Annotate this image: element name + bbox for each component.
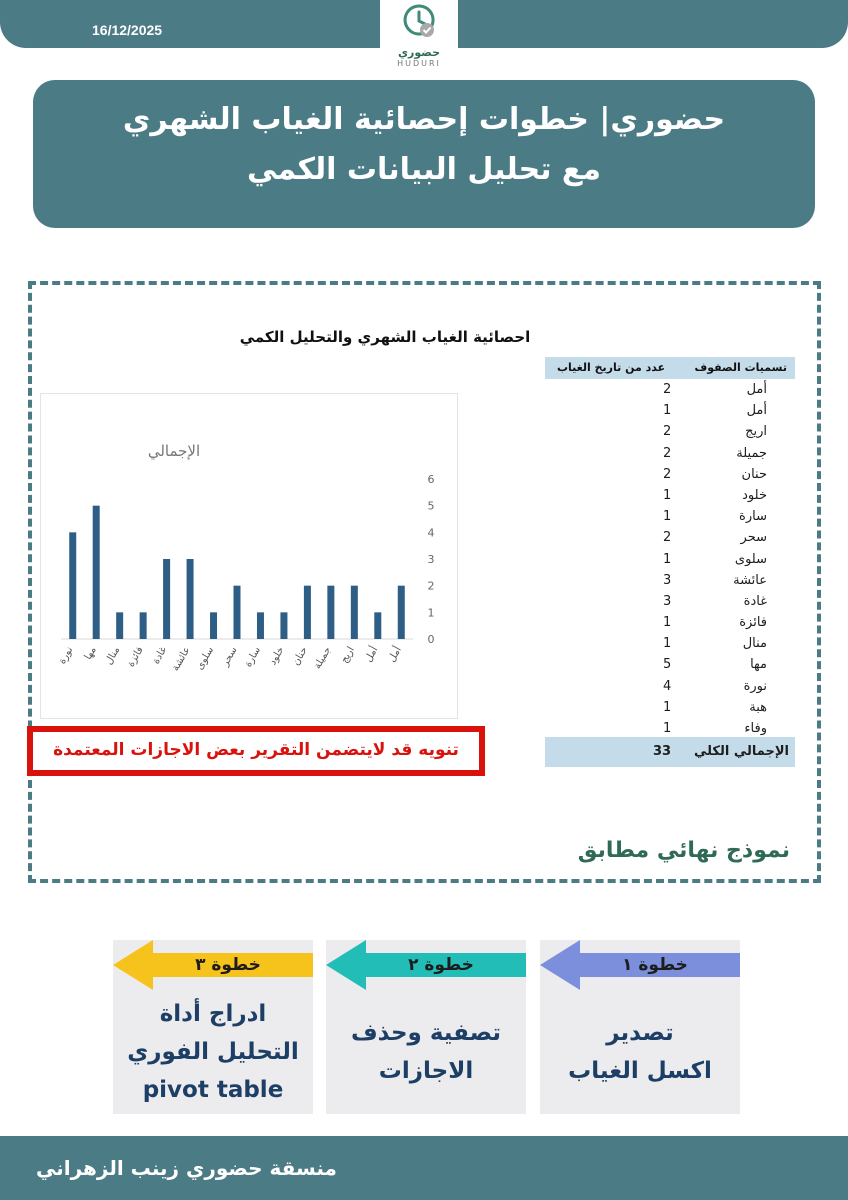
x-tick-label: اريج [338,645,357,666]
step-description-line: التحليل الفوري [127,1039,299,1065]
pivot-row-name: منال [742,636,767,652]
pivot-row [545,698,795,719]
pivot-row [545,465,795,486]
pivot-row-count: 1 [663,487,672,503]
pivot-row-count: 1 [663,636,672,652]
bar [210,612,217,639]
x-tick-label: أمل [363,645,381,665]
pivot-row [545,571,795,592]
pivot-row-name: سارة [739,509,767,525]
pivot-row-name: سلوى [734,551,767,567]
y-tick-label: 2 [427,579,435,593]
pivot-row [545,550,795,571]
bar [93,506,100,639]
step-description-line: pivot table [142,1077,284,1103]
x-tick-label: حنان [290,645,310,668]
pivot-total-row [545,737,795,767]
pivot-row-name: هبة [749,699,767,715]
pivot-col-labels: تسميات الصفوف [694,361,787,374]
step-card-2 [326,940,526,1114]
x-tick-label: فائزة [125,645,146,670]
pivot-row-name: حنان [741,466,767,482]
pivot-row-name: وفاء [744,721,767,736]
pivot-row-count: 1 [663,551,672,567]
pivot-row-count: 3 [663,572,672,588]
bar [257,612,264,639]
y-tick-label: 1 [427,606,435,620]
pivot-row [545,380,795,401]
step-label: خطوة ٢ [408,955,474,975]
pivot-row [545,422,795,443]
pivot-row-count: 2 [663,530,672,546]
sheet-title: احصائية الغياب الشهري والتحليل الكمي [239,328,531,346]
step-card-1 [540,940,740,1114]
step-description-line: اكسل الغياب [568,1058,712,1084]
step-label: خطوة ٣ [195,955,261,975]
step-label: خطوة ١ [622,955,688,975]
y-tick-label: 0 [427,633,435,646]
pivot-row-count: 3 [663,593,672,609]
bar [187,559,194,639]
y-tick-label: 3 [427,553,435,566]
step-description [121,995,305,1109]
pivot-row [545,486,795,507]
bar [398,586,405,639]
pivot-row-name: اريج [745,424,767,440]
pivot-row-count: 2 [663,382,672,397]
x-tick-label: منال [103,645,123,667]
bar [327,586,334,639]
logo [380,0,458,76]
y-tick-label: 4 [427,526,435,540]
step-banner [326,940,526,990]
x-tick-label: أمل [386,645,404,665]
page-title: حضوري| خطوات إحصائية الغياب الشهري [122,102,726,137]
step-description-line: الاجازات [378,1058,474,1084]
x-tick-label: مها [82,645,99,662]
pivot-row-count: 1 [663,721,672,736]
pivot-row-name: غادة [743,593,767,609]
logo-name: حضوري [397,46,441,59]
x-tick-label: غادة [150,645,170,667]
bar [351,586,358,639]
pivot-row [545,655,795,676]
step-description [334,1014,518,1090]
pivot-row [545,677,795,698]
pivot-row-count: 4 [663,678,672,694]
x-tick-label: عائشة [170,645,193,674]
pivot-row-name: خلود [742,487,767,503]
step-description-line: تصدير [606,1020,674,1046]
x-tick-label: سحر [219,645,240,669]
bar-chart [41,394,457,718]
date-label: 16/12/2025 [92,22,163,38]
pivot-total-label: الإجمالي الكلي [693,744,789,759]
pivot-row-count: 1 [663,615,672,631]
pivot-row-name: عائشة [733,572,767,588]
clock-check-icon [399,0,439,44]
y-tick-label: 6 [427,473,435,486]
pivot-col-count: عدد من تاريخ الغياب [557,361,666,374]
pivot-row [545,507,795,528]
pivot-row [545,634,795,655]
pivot-row-name: أمل [746,403,767,419]
x-tick-label: نورة [56,645,76,667]
bar [234,586,241,639]
x-tick-label: جميلة [312,645,334,671]
bar [116,612,123,639]
bar [163,559,170,639]
pivot-row [545,444,795,465]
chart-title: الإجمالي [147,442,201,460]
pivot-row-count: 2 [663,466,672,482]
pivot-row [545,528,795,549]
bar [69,532,76,639]
bar [374,612,381,639]
pivot-row [545,401,795,422]
bar [280,612,287,639]
pivot-table [545,380,795,740]
pivot-row-name: جميلة [736,445,767,461]
pivot-row [545,592,795,613]
x-tick-label: سلوى [194,645,217,672]
step-banner [113,940,313,990]
step-description [548,1014,732,1090]
logo-subtitle: HUDURI [397,59,441,68]
pivot-row-name: فائزة [739,615,767,631]
pivot-total-value: 33 [653,744,672,759]
pivot-row-count: 1 [663,403,672,419]
step-card-3 [113,940,313,1114]
title-card [33,80,815,228]
y-tick-label: 5 [427,499,435,513]
footer [0,1136,848,1200]
pivot-row [545,613,795,634]
pivot-row-count: 1 [663,699,672,715]
pivot-row-name: سحر [740,530,767,546]
chart-frame [40,393,458,719]
bar [304,586,311,639]
pivot-row-count: 1 [663,509,672,525]
x-tick-label: سارة [242,645,264,670]
step-description-line: تصفية وحذف [350,1020,502,1046]
x-tick-label: خلود [267,645,287,668]
pivot-row-count: 5 [663,657,672,673]
pivot-row-name: أمل [746,382,767,397]
step-banner [540,940,740,990]
final-sample-label: نموذج نهائي مطابق [577,838,790,863]
warning-note: تنويه قد لايتضمن التقرير بعض الاجازات المعتمدة [27,726,485,776]
pivot-header [545,357,795,379]
pivot-row-count: 2 [663,424,672,440]
footer-credit: منسقة حضوري زينب الزهراني [36,1156,337,1180]
pivot-row-count: 2 [663,445,672,461]
step-description-line: ادراج أداة [159,1001,267,1027]
bar [140,612,147,639]
page-subtitle: مع تحليل البيانات الكمي [247,152,601,187]
pivot-row-name: نورة [743,678,767,694]
pivot-row-name: مها [750,657,767,673]
